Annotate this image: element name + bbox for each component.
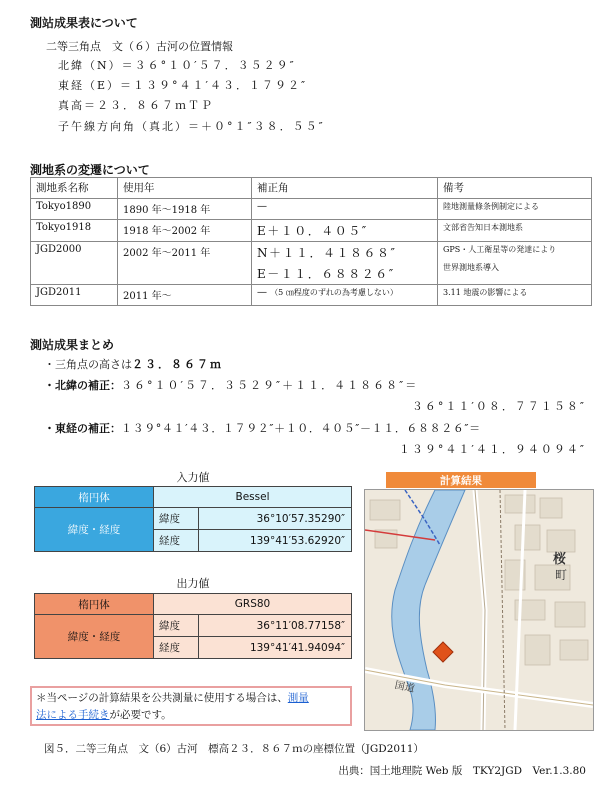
cell-correction: [252, 242, 438, 285]
survey-law-link[interactable]: 測量: [287, 692, 309, 704]
input-lat-value: 36°10′57.35290″: [198, 507, 352, 530]
cell-remarks: [438, 242, 592, 285]
output-lat-value: 36°11′08.77158″: [198, 614, 352, 637]
cell-years: 2011 年～: [118, 285, 252, 306]
cell-name: JGD2000: [31, 242, 118, 285]
figure-source: 出典：国土地理院 Web 版 TKY2JGD Ver.1.3.80: [338, 765, 586, 777]
section-title-datum: 測地系の変遷について: [30, 163, 150, 177]
output-panel-title: 出力値: [176, 577, 210, 590]
header-remarks: 備考: [438, 178, 592, 199]
notice-text-a: ＊当ページの計算結果を公共測量に使用する場合は、: [36, 692, 288, 704]
input-lon-value: 139°41′53.62920″: [198, 529, 352, 552]
figure-caption: 図５．二等三角点 文（6）古河 標高２３．８６７ｍの座標位置（JGD2011）: [44, 743, 424, 755]
summary-lon-formula: １３９°４１′４３．１７９２″＋１０．４０５″－１１．６８８２６″＝: [121, 422, 481, 435]
input-latlon-label: 緯度・経度: [34, 507, 154, 552]
cell-correction: —: [252, 199, 438, 220]
cell-years: 1890 年～1918 年: [118, 199, 252, 220]
survey-procedure-link[interactable]: 法による手続き: [36, 709, 110, 721]
summary-lat-label: ・北緯の補正：: [44, 379, 121, 392]
table-row: [31, 220, 592, 242]
summary-lat-formula: ３６°１０′５７．３５２９″＋１１．４１８６８″＝: [121, 379, 419, 392]
cell-correction: E＋１０．４０５″: [252, 220, 438, 242]
datum-table-header: [31, 178, 592, 199]
input-panel-title: 入力値: [176, 471, 210, 484]
summary-height-value: ２３．８６７ｍ: [132, 358, 223, 371]
output-ellipsoid-label: 楕円体: [34, 593, 154, 615]
cell-name: JGD2011: [31, 285, 118, 306]
map-graphic: [365, 490, 593, 730]
cell-remarks: 3.11 地震の影響による: [438, 285, 592, 306]
latitude-line: 北緯（N）＝３６°１０′５７．３５２９″: [58, 59, 296, 72]
correction-north: N＋１１．４１８６８″: [257, 246, 397, 260]
header-correction: 補正角: [252, 178, 438, 199]
height-line: 真高＝２３．８６７ｍＴＰ: [58, 99, 214, 112]
meridian-line: 子午線方向角（真北）＝＋０°１″３８．５５″: [58, 120, 325, 133]
map-label-town2: 町: [555, 568, 568, 582]
summary-height: [44, 356, 223, 372]
correction-note: （5 ㎝程度のずれの為考慮しない）: [270, 288, 398, 297]
summary-lon-correction: [44, 420, 481, 436]
section-title-summary: 測站成果まとめ: [30, 338, 115, 352]
notice-text-b: が必要です。: [109, 709, 172, 721]
remark-line-2: 世界測地系導入: [443, 263, 499, 272]
input-lon-label: 経度: [153, 529, 199, 552]
table-row: [31, 199, 592, 220]
cell-name: Tokyo1918: [31, 220, 118, 242]
survey-notice: [30, 686, 352, 726]
correction-dash: —: [257, 287, 267, 298]
output-lat-label: 緯度: [153, 614, 199, 637]
header-years: 使用年: [118, 178, 252, 199]
cell-remarks: 文部省告知日本測地系: [438, 220, 592, 242]
summary-lat-result: ３６°１１′０８．７７１５８″: [411, 400, 586, 413]
input-lat-label: 緯度: [153, 507, 199, 530]
correction-east: E－１１．６８８２６″: [257, 267, 395, 281]
output-latlon-label: 緯度・経度: [34, 614, 154, 659]
cell-remarks: 陸地測量條条例制定による: [438, 199, 592, 220]
summary-lon-label: ・東経の補正：: [44, 422, 121, 435]
map-title: 計算結果: [386, 472, 536, 488]
map-label-town: 桜: [553, 552, 567, 567]
section-title-station-table: 測站成果表について: [30, 16, 138, 30]
result-map[interactable]: [364, 489, 594, 731]
cell-years: 2002 年～2011 年: [118, 242, 252, 285]
output-ellipsoid-value: GRS80: [153, 593, 352, 615]
summary-lat-correction: [44, 377, 418, 393]
summary-height-label: ・三角点の高さは: [44, 358, 132, 371]
datum-table: [30, 177, 592, 306]
header-datum-name: 測地系名称: [31, 178, 118, 199]
output-lon-value: 139°41′41.94094″: [198, 636, 352, 659]
table-row: [31, 242, 592, 285]
cell-correction: [252, 285, 438, 306]
remark-line-1: GPS・人工衛星等の発達により: [443, 245, 557, 254]
cell-years: 1918 年～2002 年: [118, 220, 252, 242]
map-label-road: 国道: [393, 679, 416, 695]
input-ellipsoid-value: Bessel: [153, 486, 352, 508]
station-subtitle: 二等三角点 文（６）古河の位置情報: [46, 40, 233, 53]
cell-name: Tokyo1890: [31, 199, 118, 220]
longitude-line: 東経（E）＝１３９°４１′４３．１７９２″: [58, 79, 308, 92]
input-ellipsoid-label: 楕円体: [34, 486, 154, 508]
output-lon-label: 経度: [153, 636, 199, 659]
table-row: [31, 285, 592, 306]
summary-lon-result: １３９°４１′４１．９４０９４″: [398, 443, 586, 456]
